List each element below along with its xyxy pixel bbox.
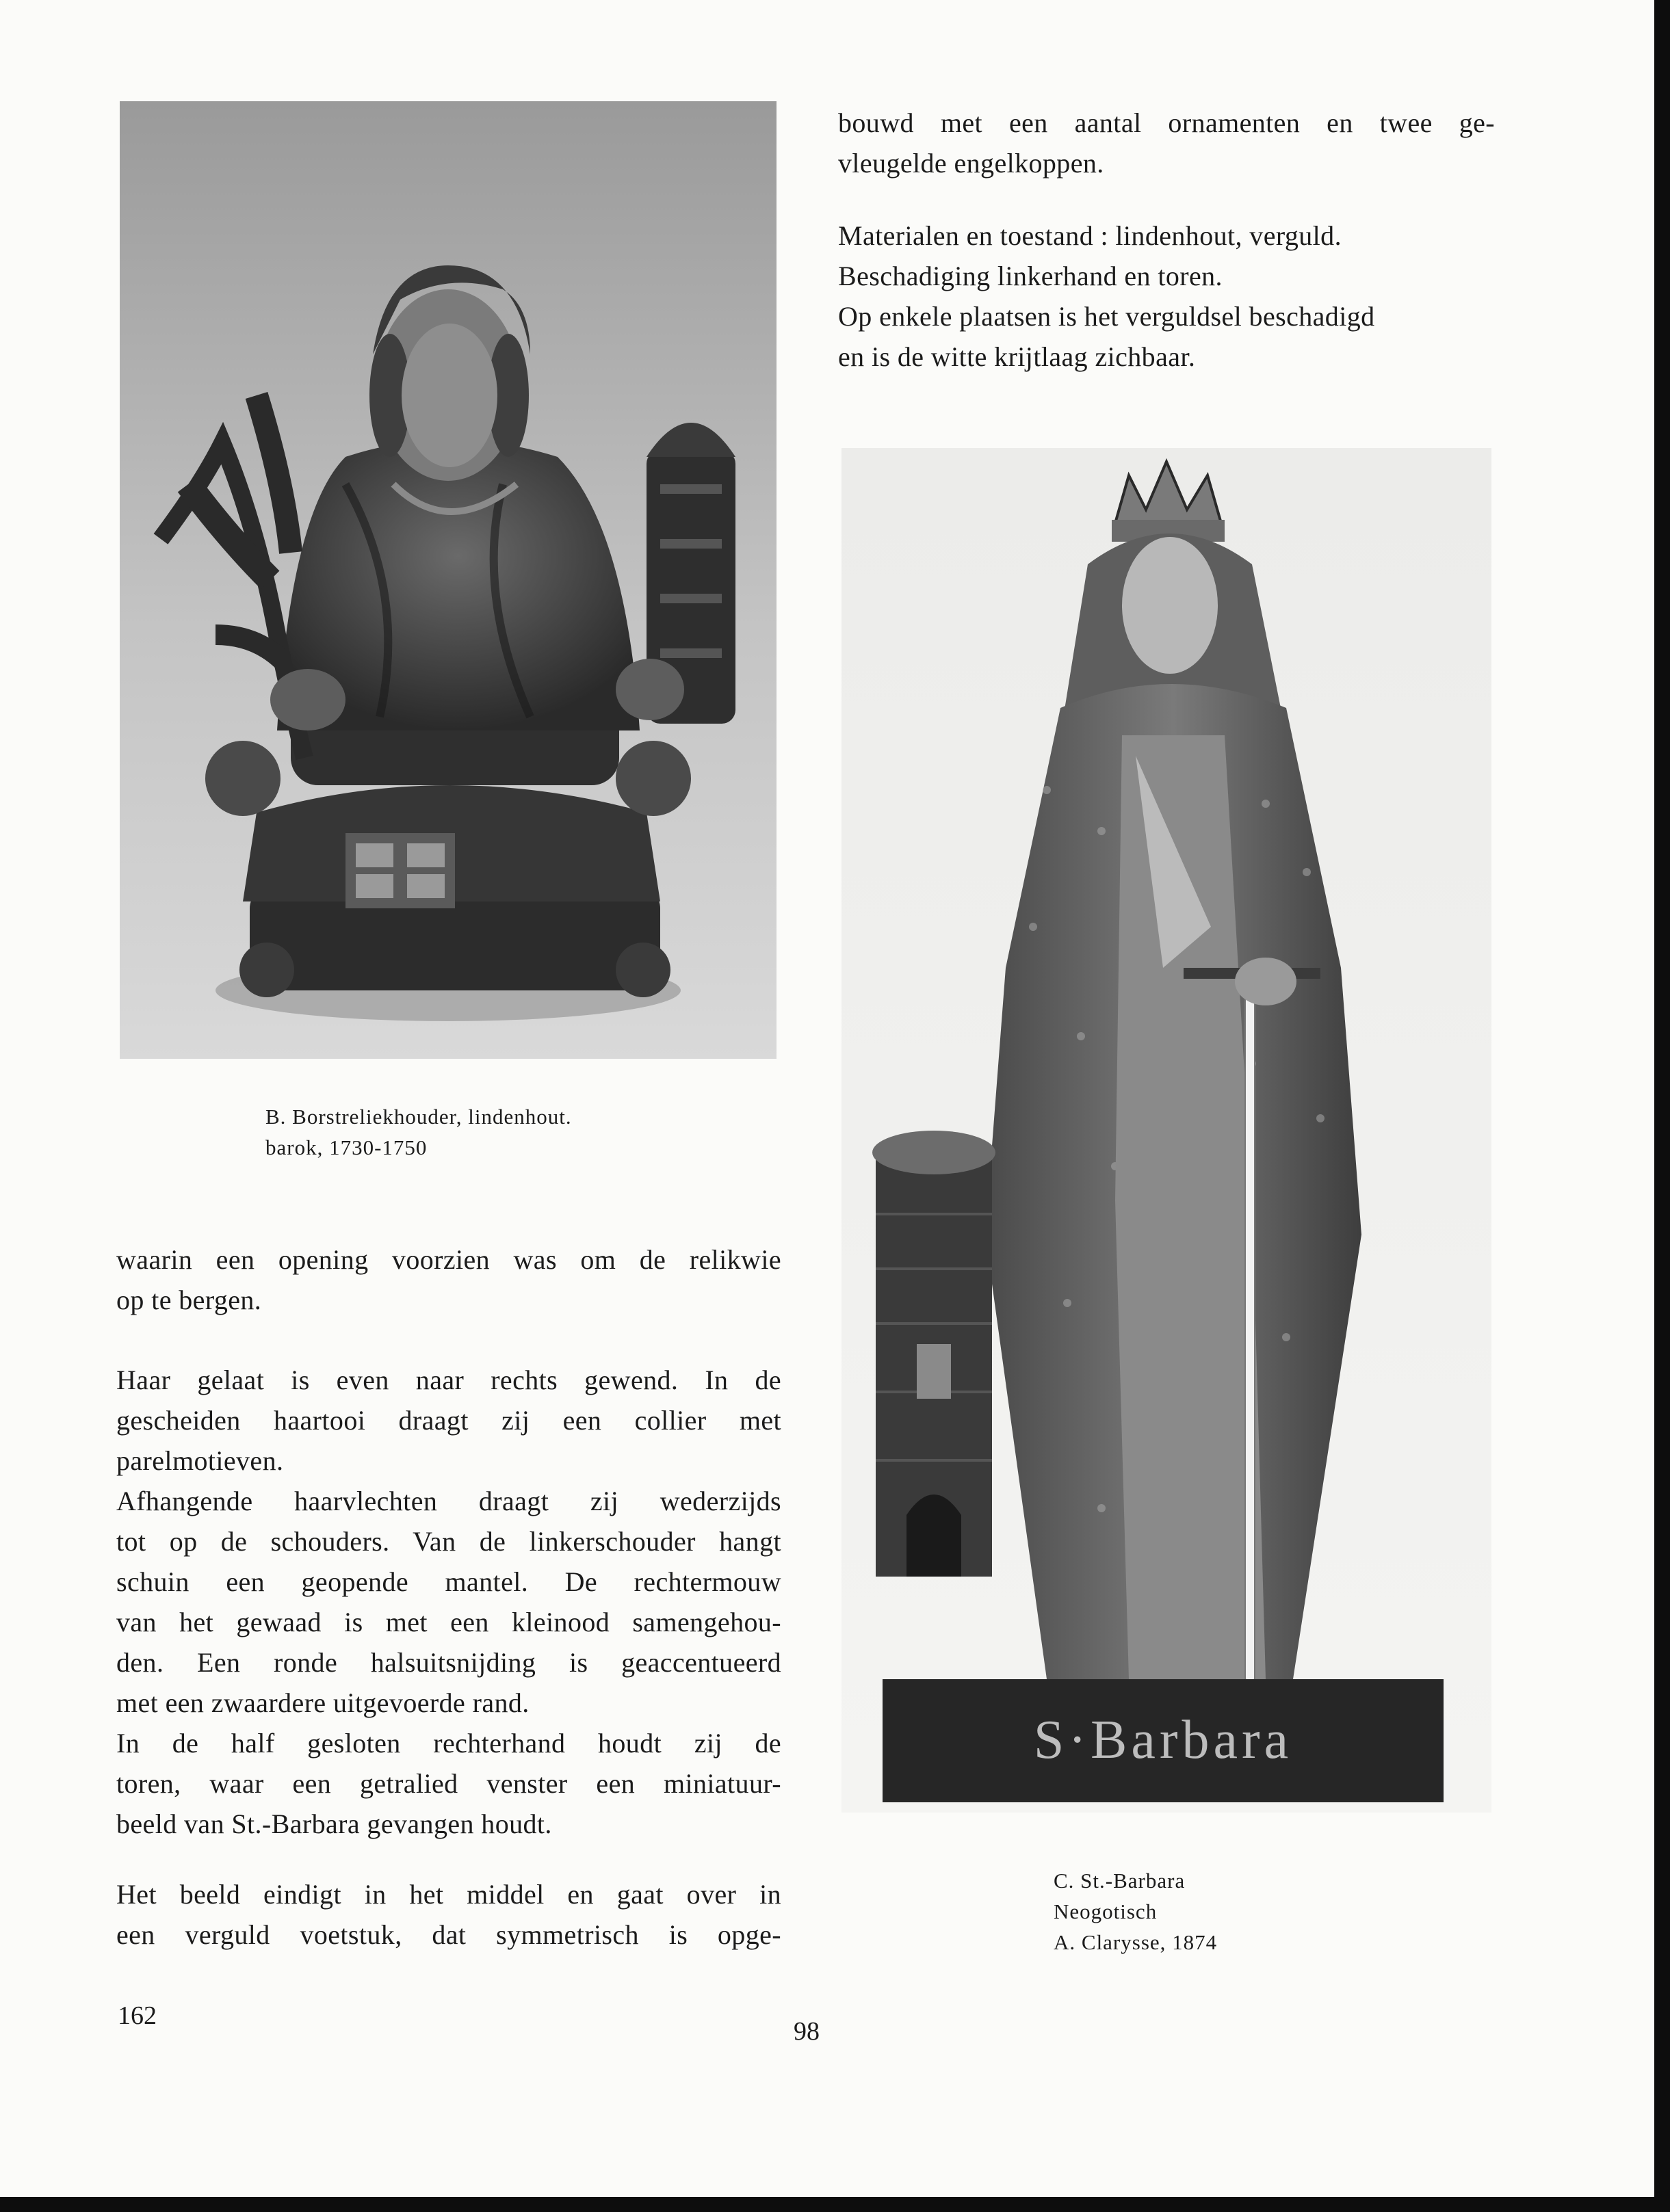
scan-edge-bottom xyxy=(0,2197,1670,2212)
text-line: tot op de schouders. Van de linkerschouder hangt xyxy=(116,1526,781,1557)
photo-st-barbara-statue xyxy=(841,448,1491,1813)
caption-line: C. St.-Barbara xyxy=(1054,1869,1186,1893)
text-line: den. Een ronde halsuitsnijding is geaccentueerd xyxy=(116,1647,781,1678)
text-line: parelmotieven. xyxy=(116,1445,284,1476)
caption-line: A. Clarysse, 1874 xyxy=(1054,1930,1218,1954)
text-line: Afhangende haarvlechten draagt zij wederzijds xyxy=(116,1486,781,1516)
text-line: vleugelde engelkoppen. xyxy=(838,148,1104,179)
text-continuation-top xyxy=(838,103,1495,183)
text-line: en is de witte krijtlaag zichbaar. xyxy=(838,341,1196,372)
text-line: Het beeld eindigt in het middel en gaat over in xyxy=(116,1879,781,1910)
caption-line: Neogotisch xyxy=(1054,1899,1158,1923)
caption-line: barok, 1730-1750 xyxy=(265,1135,428,1159)
text-paragraph-relic xyxy=(116,1239,781,1320)
text-line: In de half gesloten rechterhand houdt zij de xyxy=(116,1728,781,1759)
text-line: van het gewaad is met een kleinood samengehou- xyxy=(116,1607,781,1637)
caption-photo-c xyxy=(1054,1865,1217,1958)
text-line: Materialen en toestand : lindenhout, verguld. xyxy=(838,220,1342,251)
text-line: Haar gelaat is even naar rechts gewend. In de xyxy=(116,1365,781,1395)
text-line: Op enkele plaatsen is het verguldsel beschadigd xyxy=(838,301,1375,332)
text-line: op te bergen. xyxy=(116,1285,262,1315)
text-line: gescheiden haartooi draagt zij een collier met xyxy=(116,1405,781,1436)
text-line: met een zwaardere uitgevoerde rand. xyxy=(116,1687,530,1718)
scan-edge-right xyxy=(1654,0,1670,2212)
text-materials-condition xyxy=(838,215,1495,377)
page-number-left: 162 xyxy=(118,2001,157,2030)
text-line: schuin een geopende mantel. De rechtermouw xyxy=(116,1566,781,1597)
caption-photo-b xyxy=(265,1101,572,1163)
text-line: toren, waar een getralied venster een miniatuur- xyxy=(116,1768,781,1799)
text-line: beeld van St.-Barbara gevangen houdt. xyxy=(116,1808,552,1839)
statue-inscription: S·Barbara xyxy=(1033,1710,1293,1770)
text-paragraph-description xyxy=(116,1360,781,1844)
page-number-center: 98 xyxy=(794,2017,820,2046)
caption-line: B. Borstreliekhouder, lindenhout. xyxy=(265,1105,572,1129)
text-paragraph-pedestal xyxy=(116,1874,781,1955)
text-line: Beschadiging linkerhand en toren. xyxy=(838,261,1223,291)
text-line: een verguld voetstuk, dat symmetrisch is opge- xyxy=(116,1919,781,1950)
text-line: bouwd met een aantal ornamenten en twee ge- xyxy=(838,107,1495,138)
text-line: waarin een opening voorzien was om de relikwie xyxy=(116,1244,781,1275)
photo-reliquary-bust xyxy=(120,101,777,1059)
